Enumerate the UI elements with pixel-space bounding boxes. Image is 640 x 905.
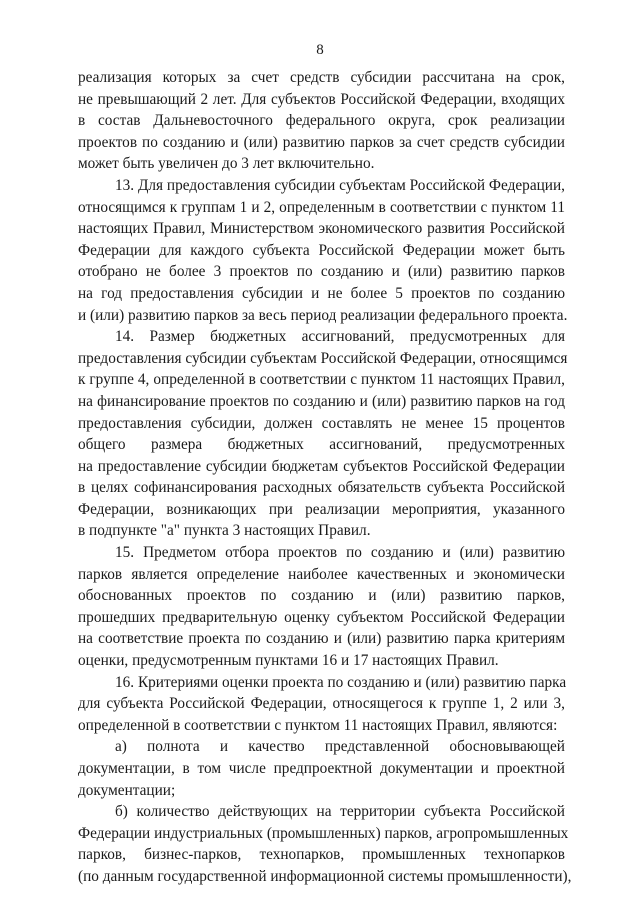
text-line: предоставления субсидии, должен составлять не менее 15 процентов <box>78 414 565 432</box>
text-line: б) количество действующих на территории субъекта Российской <box>115 803 565 821</box>
text-line: настоящих Правил, Министерством экономического развития Российской <box>78 220 565 238</box>
text-line: относящимся к группам 1 и 2, определенным в соответствии с пунктом 11 <box>78 198 565 216</box>
text-line: Федерации, возникающих при реализации мероприятия, указанного <box>78 500 565 518</box>
text-line: предоставления субсидии субъектам Российской Федерации, относящимся <box>78 349 568 367</box>
text-line: 14. Размер бюджетных ассигнований, предусмотренных для <box>115 328 565 346</box>
text-line: реализация которых за счет средств субсидии рассчитана на срок, <box>78 69 565 86</box>
text-line: а) полнота и качество представленной обосновывающей <box>115 738 565 756</box>
text-line: прошедших предварительную оценку субъектом Российской Федерации <box>78 608 565 626</box>
text-line: Федерации индустриальных (промышленных) парков, агропромышленных <box>78 824 569 842</box>
text-line: 16. Критериями оценки проекта по созданию и (или) развитию парка <box>115 673 567 691</box>
text-line: общего размера бюджетных ассигнований, предусмотренных <box>78 436 565 454</box>
text-line: для субъекта Российской Федерации, относящегося к группе 1, 2 или 3, <box>78 695 565 713</box>
text-line: на предоставление субсидии бюджетам субъектов Российской Федерации <box>78 457 565 475</box>
text-line: Федерации для каждого субъекта Российской Федерации может быть <box>78 241 565 259</box>
text-line: парков, бизнес-парков, технопарков, промышленных технопарков <box>78 846 565 864</box>
text-line: документации; <box>78 781 176 799</box>
text-line: отобрано не более 3 проектов по созданию и (или) развитию парков <box>78 263 565 281</box>
text-line: не превышающий 2 лет. Для субъектов Российской Федерации, входящих <box>78 90 565 108</box>
document-body <box>78 67 572 888</box>
text-line: проектов по созданию и (или) развитию парков за счет средств субсидии <box>78 133 565 151</box>
text-line: к группе 4, определенной в соответствии с пунктом 11 настоящих Правил, <box>78 371 565 389</box>
text-line: 15. Предметом отбора проектов по созданию и (или) развитию <box>115 544 565 562</box>
text-line: оценки, предусмотренным пунктами 16 и 17 настоящих Правил. <box>78 652 499 670</box>
text-line: парков является определение наиболее качественных и экономически <box>78 565 565 583</box>
text-line: определенной в соответствии с пунктом 11 настоящих Правил, являются: <box>78 716 558 734</box>
text-line: (по данным государственной информационной системы промышленности), <box>78 867 572 885</box>
text-line: на год предоставления субсидии и не более 5 проектов по созданию <box>78 284 565 302</box>
text-line: в целях софинансирования расходных обязательств субъекта Российской <box>78 479 565 497</box>
text-line: 13. Для предоставления субсидии субъектам Российской Федерации, <box>115 176 565 194</box>
page-number: 8 <box>316 42 324 58</box>
text-line: и (или) развитию парков за весь период реализации федерального проекта. <box>78 306 568 324</box>
text-line: на соответствие проекта по созданию и (или) развитию парка критериям <box>78 630 565 648</box>
text-line: на финансирование проектов по созданию и (или) развитию парков на год <box>78 392 565 410</box>
text-line: в состав Дальневосточного федерального округа, срок реализации <box>78 112 565 130</box>
text-line: может быть увеличен до 3 лет включительно. <box>78 155 375 173</box>
text-line: в подпункте "а" пункта 3 настоящих Правил. <box>78 522 371 540</box>
text-line: обоснованных проектов по созданию и (или) развитию парков, <box>78 587 565 605</box>
text-line: документации, в том числе предпроектной документации и проектной <box>78 760 565 777</box>
